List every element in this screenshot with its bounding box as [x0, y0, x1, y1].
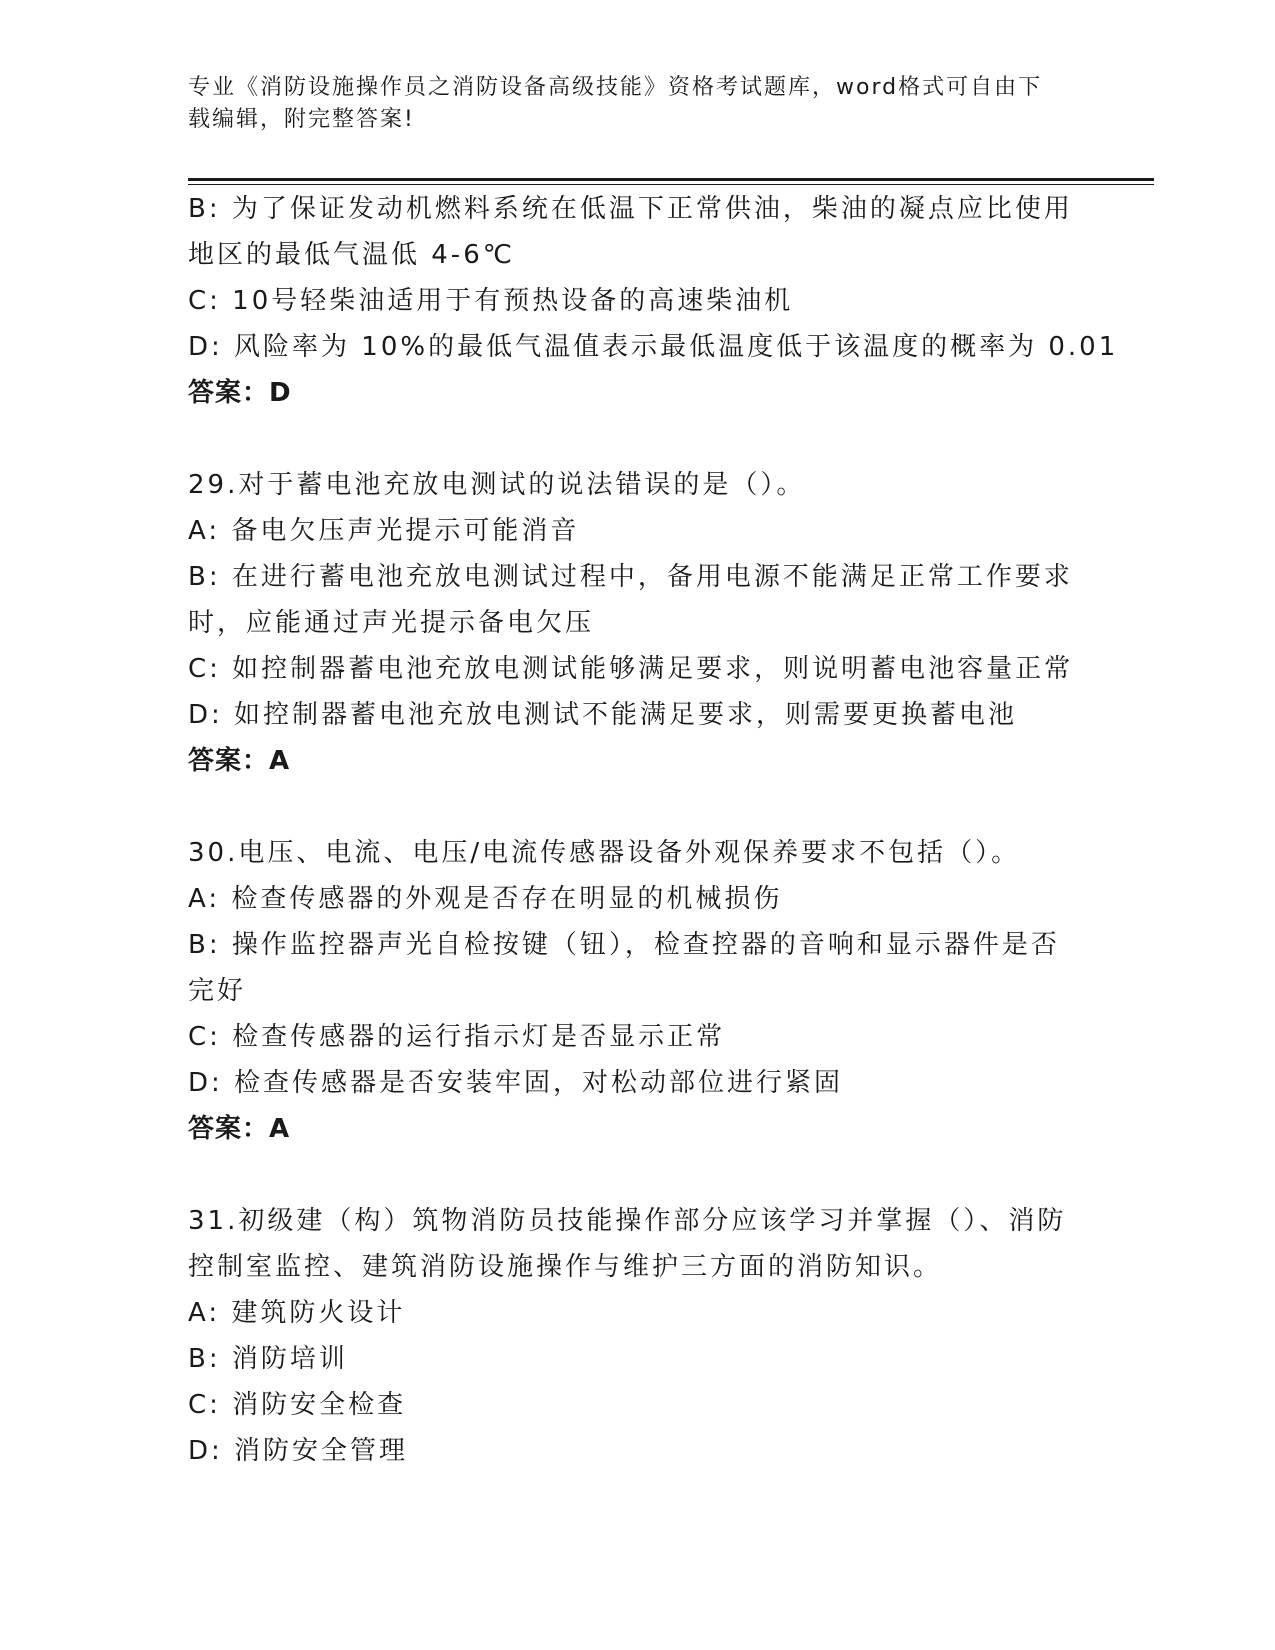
option-b-line-1: B: 为了保证发动机燃料系统在低温下正常供油，柴油的凝点应比使用 — [188, 194, 1073, 224]
option-d: D: 风险率为 10%的最低气温值表示最低温度低于该温度的概率为 0.01 — [188, 332, 1119, 362]
question-stem: 29.对于蓄电池充放电测试的说法错误的是（）。 — [188, 470, 806, 500]
question-31 — [188, 1198, 1078, 1474]
question-28-continued — [188, 186, 1119, 416]
option-b-line-1: B: 在进行蓄电池充放电测试过程中，备用电源不能满足正常工作要求 — [188, 562, 1073, 592]
option-a: A: 备电欠压声光提示可能消音 — [188, 516, 580, 546]
option-a: A: 建筑防火设计 — [188, 1298, 406, 1328]
option-d: D: 如控制器蓄电池充放电测试不能满足要求，则需要更换蓄电池 — [188, 700, 1018, 730]
question-content — [188, 186, 1119, 1474]
question-stem: 30.电压、电流、电压/电流传感器设备外观保养要求不包括（）。 — [188, 838, 1021, 868]
question-30 — [188, 830, 1078, 1152]
option-b: B: 消防培训 — [188, 1344, 348, 1374]
spacer — [188, 416, 1078, 462]
option-c: C: 10号轻柴油适用于有预热设备的高速柴油机 — [188, 286, 794, 316]
spacer — [188, 784, 1078, 830]
option-c: C: 如控制器蓄电池充放电测试能够满足要求，则说明蓄电池容量正常 — [188, 654, 1074, 684]
option-c: C: 消防安全检查 — [188, 1390, 407, 1420]
document-header — [188, 72, 1068, 136]
spacer — [188, 1152, 1078, 1198]
option-d: D: 消防安全管理 — [188, 1436, 409, 1466]
answer-label: 答案：A — [188, 1114, 291, 1144]
header-rule-thin — [188, 184, 1154, 185]
option-a: A: 检查传感器的外观是否存在明显的机械损伤 — [188, 884, 783, 914]
option-d: D: 检查传感器是否安装牢固，对松动部位进行紧固 — [188, 1068, 844, 1098]
option-b-line-2: 完好 — [188, 976, 247, 1006]
header-line-2: 载编辑，附完整答案! — [188, 107, 415, 132]
question-stem-line-1: 31.初级建（构）筑物消防员技能操作部分应该学习并掌握（）、消防 — [188, 1206, 1067, 1236]
option-b-line-2: 地区的最低气温低 4-6℃ — [188, 240, 515, 270]
question-29 — [188, 462, 1078, 784]
answer-label: 答案：D — [188, 378, 292, 408]
option-b-line-2: 时，应能通过声光提示备电欠压 — [188, 608, 595, 638]
header-line-1: 专业《消防设施操作员之消防设备高级技能》资格考试题库，word格式可自由下 — [188, 75, 1043, 100]
answer-label: 答案：A — [188, 746, 291, 776]
header-rule-thick — [188, 178, 1154, 181]
question-stem-line-2: 控制室监控、建筑消防设施操作与维护三方面的消防知识。 — [188, 1252, 943, 1282]
option-b-line-1: B: 操作监控器声光自检按键（钮），检查控器的音响和显示器件是否 — [188, 930, 1060, 960]
option-c: C: 检查传感器的运行指示灯是否显示正常 — [188, 1022, 726, 1052]
